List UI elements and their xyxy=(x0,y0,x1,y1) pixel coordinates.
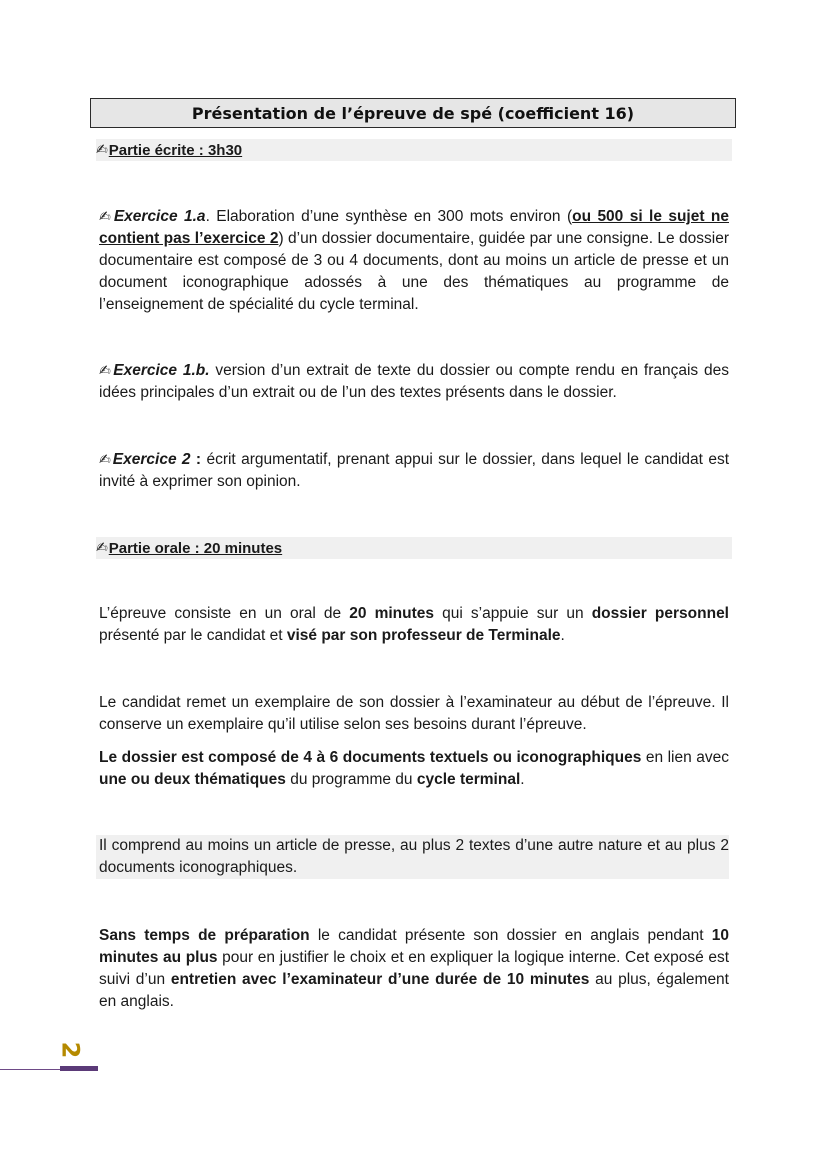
oral-intro-paragraph: L’épreuve consiste en un oral de 20 minutes qui s’appuie sur un dossier personnel présenté par le candidat et visé par son professeur de Terminale. xyxy=(99,605,729,644)
writing-hand-icon: ✍ xyxy=(99,209,113,225)
exercise-1b-paragraph: ✍Exercice 1.b. version d’un extrait de texte du dossier ou compte rendu en français des idées principales d’un extrait ou de l’un des textes présents dans le dossier. xyxy=(99,362,729,401)
page-number: 2 xyxy=(56,1041,85,1059)
writing-hand-icon: ✍ xyxy=(99,363,113,379)
oral-dossier-paragraph: Le candidat remet un exemplaire de son dossier à l’examinateur au début de l’épreuve. Il conserve un exemplaire qu’il utilise selon ses besoins durant l’épreuve. xyxy=(99,694,729,733)
footer-accent-bar xyxy=(60,1066,98,1071)
exercise-1b-label: Exercice 1.b. xyxy=(113,362,210,379)
exercise-1a-label: Exercice 1.a xyxy=(113,208,206,225)
exercise-1a-paragraph: ✍Exercice 1.a. Elaboration d’une synthèse en 300 mots environ (ou 500 si le sujet ne contient pas l’exercice 2) d’un dossier documentaire, guidée par une consigne. Le dossier documentaire est composé de 3 ou 4 documents, dont au moins un article de presse et un document iconographique adossés à une des thématiques au programme de l’enseignement de spécialité du cycle terminal. xyxy=(99,208,729,313)
exercise-2-label: Exercice 2 xyxy=(112,451,191,468)
writing-hand-icon: ✍ xyxy=(99,452,112,468)
section-heading-written xyxy=(96,139,732,161)
oral-heading-label: Partie orale : 20 minutes xyxy=(108,539,283,557)
page-title: Présentation de l’épreuve de spé (coefficient 16) xyxy=(90,98,736,128)
oral-contents-paragraph: Il comprend au moins un article de presse, au plus 2 textes d’une autre nature et au plus 2 documents iconographiques. xyxy=(96,835,729,879)
section-heading-oral xyxy=(96,537,732,559)
writing-hand-icon: ✍ xyxy=(96,142,108,158)
exercise-2-paragraph: ✍Exercice 2 : écrit argumentatif, prenant appui sur le dossier, dans lequel le candidat est invité à exprimer son opinion. xyxy=(99,451,729,490)
oral-presentation-paragraph: Sans temps de préparation le candidat présente son dossier en anglais pendant 10 minutes au plus pour en justifier le choix et en expliquer la logique interne. Cet exposé est suivi d’un entretien avec l’examinateur d’une durée de 10 minutes au plus, également en anglais. xyxy=(99,927,729,1010)
written-heading-label: Partie écrite : 3h30 xyxy=(108,141,243,159)
oral-composition-paragraph: Le dossier est composé de 4 à 6 documents textuels ou iconographiques en lien avec une ou deux thématiques du programme du cycle terminal. xyxy=(99,749,729,788)
writing-hand-icon: ✍ xyxy=(96,540,108,556)
exercise-1a-emphasis: ou 500 si le sujet ne contient pas l’exercice 2 xyxy=(99,208,729,247)
